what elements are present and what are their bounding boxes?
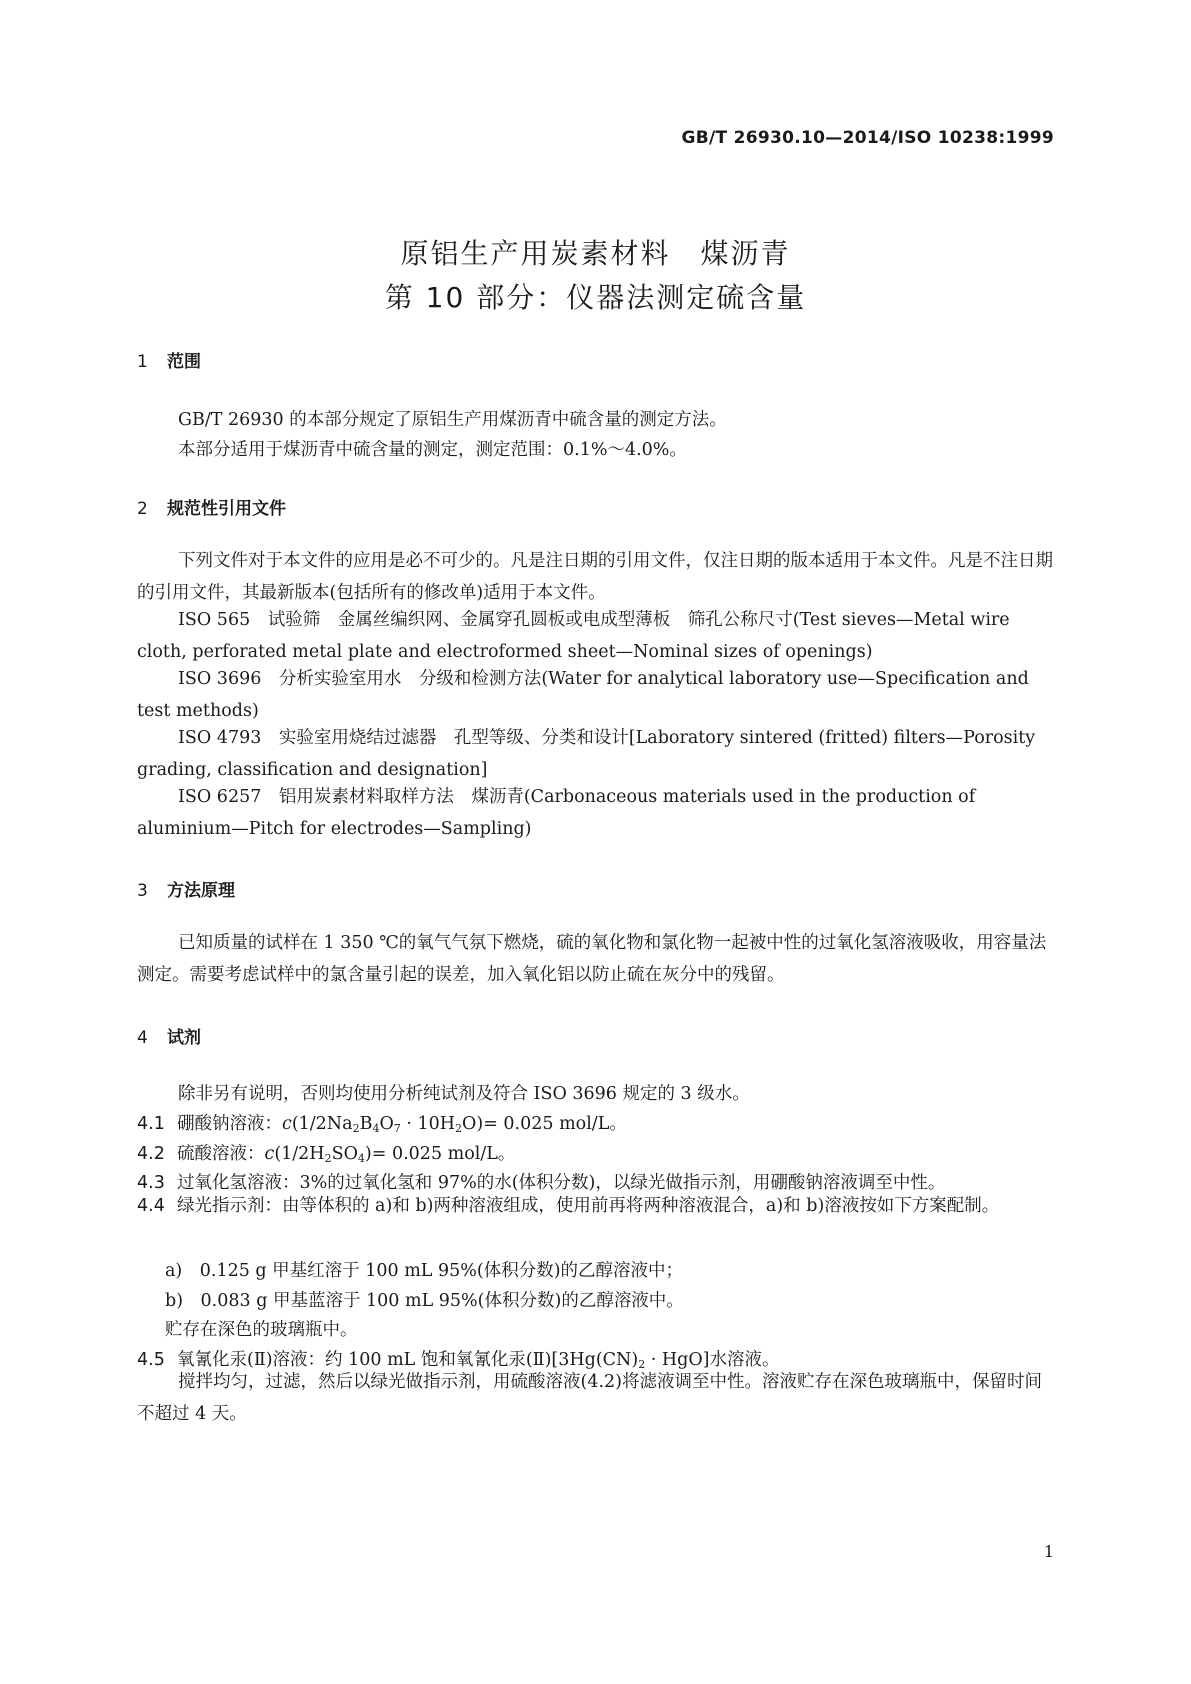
clause-4-2: 4.2 硫酸溶液：$c(1/2H_2SO_4)= 0.025$ mol/L。 — [137, 1144, 516, 1165]
section-title: 试剂 — [167, 1028, 201, 1048]
section-title: 方法原理 — [167, 881, 235, 901]
storage-note: 贮存在深色的玻璃瓶中。 — [165, 1320, 358, 1340]
section-2-heading — [137, 494, 286, 519]
reference-iso-3696: ISO 3696 分析实验室用水 分级和检测方法(Water for analytical laboratory use—Specification and test methods) — [137, 669, 1029, 721]
clause-number: 4.5 — [137, 1350, 165, 1370]
clause-number: 4.3 — [137, 1173, 165, 1193]
clause-4-5: 4.5 氧氰化汞(Ⅱ)溶液：约 100 mL 饱和氧氰化汞$(Ⅱ)[3Hg(CN)_2 \cdot HgO]$水溶液。 — [137, 1350, 780, 1371]
section-1-paragraph-1: GB/T 26930 的本部分规定了原铝生产用煤沥青中硫含量的测定方法。 — [178, 410, 727, 430]
clause-number: 4.4 — [137, 1196, 165, 1216]
section-3-paragraph: 已知质量的试样在 1 350 ℃的氧气气氛下燃烧，硫的氧化物和氯化物一起被中性的过氧化氢溶液吸收，用容量法测定。需要考虑试样中的氯含量引起的误差，加入氧化铝以防止硫在灰分中的残留。 — [137, 933, 1047, 985]
reference-iso-4793: ISO 4793 实验室用烧结过滤器 孔型等级、分类和设计[Laboratory sintered (fritted) filters—Porosity grading, classification and designation] — [137, 728, 1036, 780]
reference-iso-565: ISO 565 试验筛 金属丝编织网、金属穿孔圆板或电成型薄板 筛孔公称尺寸(Test sieves—Metal wire cloth, perforated metal plate and electroformed sheet—Nominal sizes of openings) — [137, 610, 1010, 662]
clause-4-3: 4.3 过氧化氢溶液：3%的过氧化氢和 97%的水(体积分数)，以绿光做指示剂，用硼酸钠溶液调至中性。 — [137, 1173, 946, 1193]
clause-4-5-paragraph: 搅拌均匀，过滤，然后以绿光做指示剂，用硫酸溶液(4.2)将滤液调至中性。溶液贮存在深色玻璃瓶中，保留时间不超过 4 天。 — [137, 1372, 1042, 1424]
section-number: 4 — [137, 1028, 148, 1048]
section-1-heading — [137, 347, 201, 372]
clause-number: 4.1 — [137, 1114, 165, 1134]
section-number: 1 — [137, 352, 148, 372]
clause-4-4: 4.4 绿光指示剂：由等体积的 a)和 b)两种溶液组成，使用前再将两种溶液混合，a)和 b)溶液按如下方案配制。 — [137, 1191, 1056, 1223]
list-item-a: a) 0.125 g 甲基红溶于 100 mL 95%(体积分数)的乙醇溶液中； — [165, 1261, 684, 1281]
section-2-intro: 下列文件对于本文件的应用是必不可少的。凡是注日期的引用文件，仅注日期的版本适用于本文件。凡是不注日期的引用文件，其最新版本(包括所有的修改单)适用于本文件。 — [137, 551, 1053, 603]
section-number: 2 — [137, 499, 148, 519]
section-number: 3 — [137, 881, 148, 901]
title-line-1: 原铝生产用炭素材料 煤沥青 — [400, 237, 791, 270]
section-title: 规范性引用文件 — [167, 499, 286, 519]
standard-code: GB/T 26930.10—2014/ISO 10238:1999 — [681, 128, 1054, 148]
section-3-heading — [137, 876, 235, 901]
list-item-b: b) 0.083 g 甲基蓝溶于 100 mL 95%(体积分数)的乙醇溶液中。 — [165, 1291, 684, 1311]
section-1-paragraph-2: 本部分适用于煤沥青中硫含量的测定，测定范围：0.1%～4.0%。 — [178, 440, 687, 460]
clause-4-1: 4.1 硼酸钠溶液：$c(1/2Na_2B_4O_7 \cdot 10H_2O)= 0.025$ mol/L。 — [137, 1114, 627, 1135]
section-4-heading — [137, 1023, 201, 1048]
title-line-2: 第 10 部分：仪器法测定硫含量 — [384, 281, 807, 314]
clause-number: 4.2 — [137, 1144, 165, 1164]
page-number: 1 — [1043, 1542, 1054, 1561]
reference-iso-6257: ISO 6257 铝用炭素材料取样方法 煤沥青(Carbonaceous materials used in the production of aluminium—Pitch for electrodes—Sampling) — [137, 787, 976, 839]
section-4-intro: 除非另有说明，否则均使用分析纯试剂及符合 ISO 3696 规定的 3 级水。 — [178, 1084, 750, 1104]
section-title: 范围 — [167, 352, 201, 372]
